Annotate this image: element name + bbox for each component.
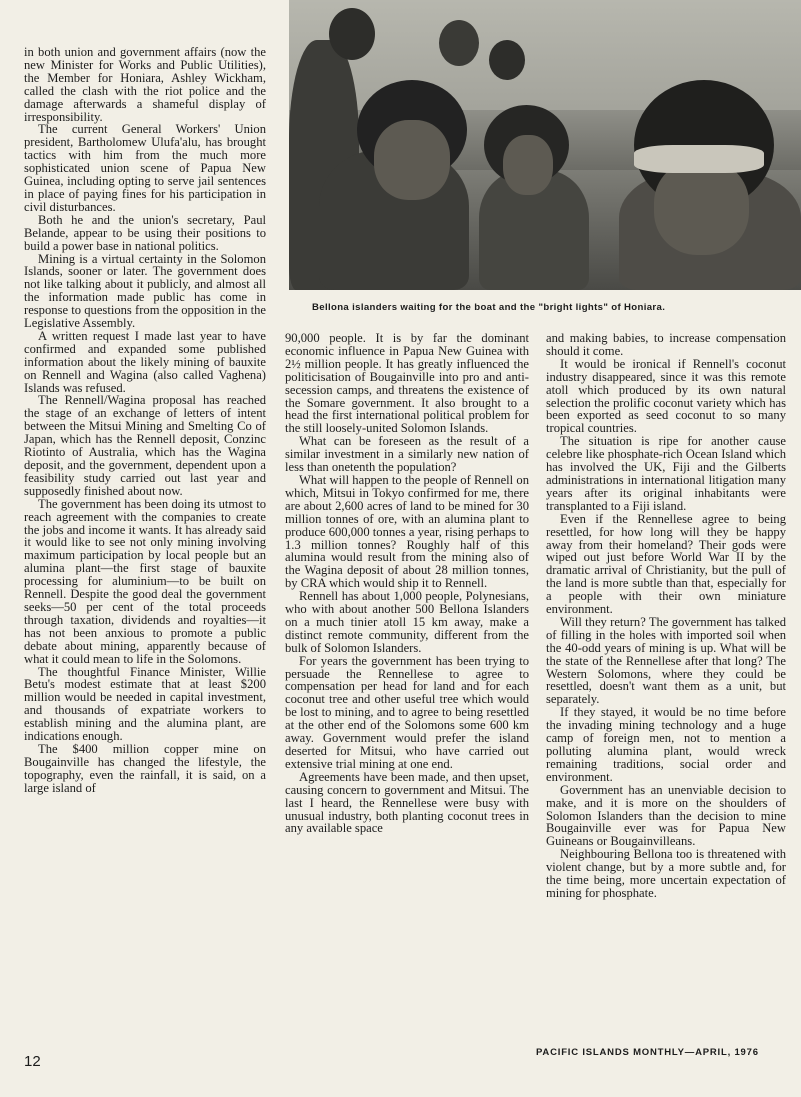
paragraph: Agreements have been made, and then upset, causing concern to government and Mitsui. The last I heard, the Rennellese were busy with unusual industry, both planting coconut trees in any available space [285, 769, 529, 836]
paragraph: It would be ironical if Rennell's coconut industry disappeared, since it was this remote atoll which produced by its own natural selection the prolific coconut variety which has been exported as seed coconut to so many tropical countries. [546, 356, 786, 436]
islanders-photo [289, 0, 801, 290]
photo-figure [374, 120, 450, 200]
photo-caption: Bellona islanders waiting for the boat and the "bright lights" of Honiara. [312, 302, 666, 313]
paragraph: Mining is a virtual certainty in the Solomon Islands, sooner or later. The government does not like talking about it publicly, and almost all the information made public has come in response to questions from the opposition in the Legislative Assembly. [24, 251, 266, 331]
page-number: 12 [24, 1053, 41, 1070]
paragraph: The thoughtful Finance Minister, Willie Betu's modest estimate that at least $200 million would be needed in capital investment, and thousands of expatriate workers to establish mining and the alumina plant, are indications enough. [24, 664, 266, 744]
photo-figure [654, 160, 749, 255]
paragraph: Neighbouring Bellona too is threatened with violent change, but by a more subtle and, for the time being, more uncertain expectation of mining for phosphate. [546, 847, 786, 900]
paragraph: The current General Workers' Union president, Bartholomew Ulufa'alu, has brought tactics with him from the much more sophisticated union scene of Papua New Guinea, including opting to serve jail sentences in place of paying fines for his participation in civil disturbances. [24, 122, 266, 214]
photo-figure [329, 8, 375, 60]
paragraph: What can be foreseen as the result of a similar investment in a similarly new nation of less than onetenth the population? [285, 434, 529, 475]
paragraph: If they stayed, it would be no time before the invading mining technology and a huge camp of foreign men, not to mention a polluting alumina plant, would wreck remaining traditions, social order and environment. [546, 705, 786, 784]
paragraph: Will they return? The government has talked of filling in the holes with imported soil when the 40-odd years of mining is up. What will be the state of the Rennellese after that long? The Western Solomons, where they could be resettled, doesn't want them as a unit, but separately. [546, 614, 786, 707]
paragraph: Government has an unenviable decision to make, and it is more on the shoulders of Solomon Islanders than the decision to mine Bougainville ever was for Papua New Guineans or Bougainvilleans. [546, 782, 786, 849]
text-column-1 [24, 46, 266, 795]
paragraph: What will happen to the people of Rennell on which, Mitsui in Tokyo confirmed for me, there are about 2,600 acres of land to be mined for 30 million tonnes of ore, with an alumina plant to produce 600,000 tonnes a year, rising perhaps to 1.3 million tonnes? Roughly half of this alumina would result from the mining also of the Wagina deposit of about 28 million tonnes, by CRA which would ship it to Rennell. [285, 472, 529, 591]
paragraph: The $400 million copper mine on Bougainville has changed the lifestyle, the topography, even the rainfall, it is said, on a large island of [24, 741, 266, 795]
paragraph: Rennell has about 1,000 people, Polynesians, who with about another 500 Bellona Islanders on a much tinier atoll 15 km away, make a distinct remote community, different from the bulk of Solomon Islanders. [285, 589, 529, 655]
text-column-3 [546, 332, 786, 900]
paragraph: The Rennell/Wagina proposal has reached the stage of an exchange of letters of intent between the Mitsui Mining and Smelting Co of Japan, which has the Rennell deposit, Conzinc Riotinto of Australia, which has the Wagina deposit, and the government, dependent upon a feasibility study carried out last year and supposedly finished about now. [24, 393, 266, 498]
publication-footer: PACIFIC ISLANDS MONTHLY—APRIL, 1976 [536, 1047, 759, 1058]
paragraph: A written request I made last year to have confirmed and expanded some published information about the likely mining of bauxite on Rennell and Wagina (also called Vaghena) Islands was refused. [24, 328, 266, 395]
photo-figure [489, 40, 525, 80]
paragraph: Both he and the union's secretary, Paul Belande, appear to be using their positions to build a power base in national politics. [24, 212, 266, 253]
paragraph: and making babies, to increase compensation should it come. [546, 331, 786, 358]
photo-headband [634, 145, 764, 173]
text-column-2 [285, 332, 529, 835]
paragraph: 90,000 people. It is by far the dominant economic influence in Papua New Guinea with 2½ million people. It has greatly influenced the politicisation of Bougainville into pro and anti-secession camps, and threatens the existence of the Somare government. It also brought to a head the first international political problem for the still loosely-united Solomon Islands. [285, 331, 529, 436]
paragraph: For years the government has been trying to persuade the Rennellese to agree to compensation per head for land and for each coconut tree and other useful tree which would be lost to mining, and to agree to being resettled at the other end of the Solomons some 600 km away. Government would prefer the island deserted for Mitsui, who have carried out extensive trial mining at one end. [285, 653, 529, 771]
paragraph: The government has been doing its utmost to reach agreement with the companies to create the jobs and income it wants. It has already said it would like to see not only mining involving maximum participation by local people but an alumina plant—the first stage of bauxite processing for aluminium—to be built on Rennell. Despite the good deal the government seeks—50 per cent of the total proceeds through taxation, dividends and royalties—it has not been anxious to promote a public debate about mining, apparently because of what it could mean to life in the Solomons. [24, 496, 266, 666]
paragraph: Even if the Rennellese agree to being resettled, for how long will they be happy away from their homeland? Their gods were wiped out just before World War II by the dramatic arrival of Christianity, but the pull of the land is more subtle than that, especially for a people with their own miniature environment. [546, 511, 786, 617]
photo-figure [439, 20, 479, 66]
photo-figure [503, 135, 553, 195]
paragraph: The situation is ripe for another cause celebre like phosphate-rich Ocean Island which has involved the UK, Fiji and the Gilberts administrations in international litigation many years after its original inhabitants were transplanted to a Fiji island. [546, 434, 786, 513]
paragraph: in both union and government affairs (now the new Minister for Works and Public Utilities), the Member for Honiara, Ashley Wickham, called the clash with the riot police and the damage afterwards a shameful display of irresponsibility. [24, 45, 266, 124]
